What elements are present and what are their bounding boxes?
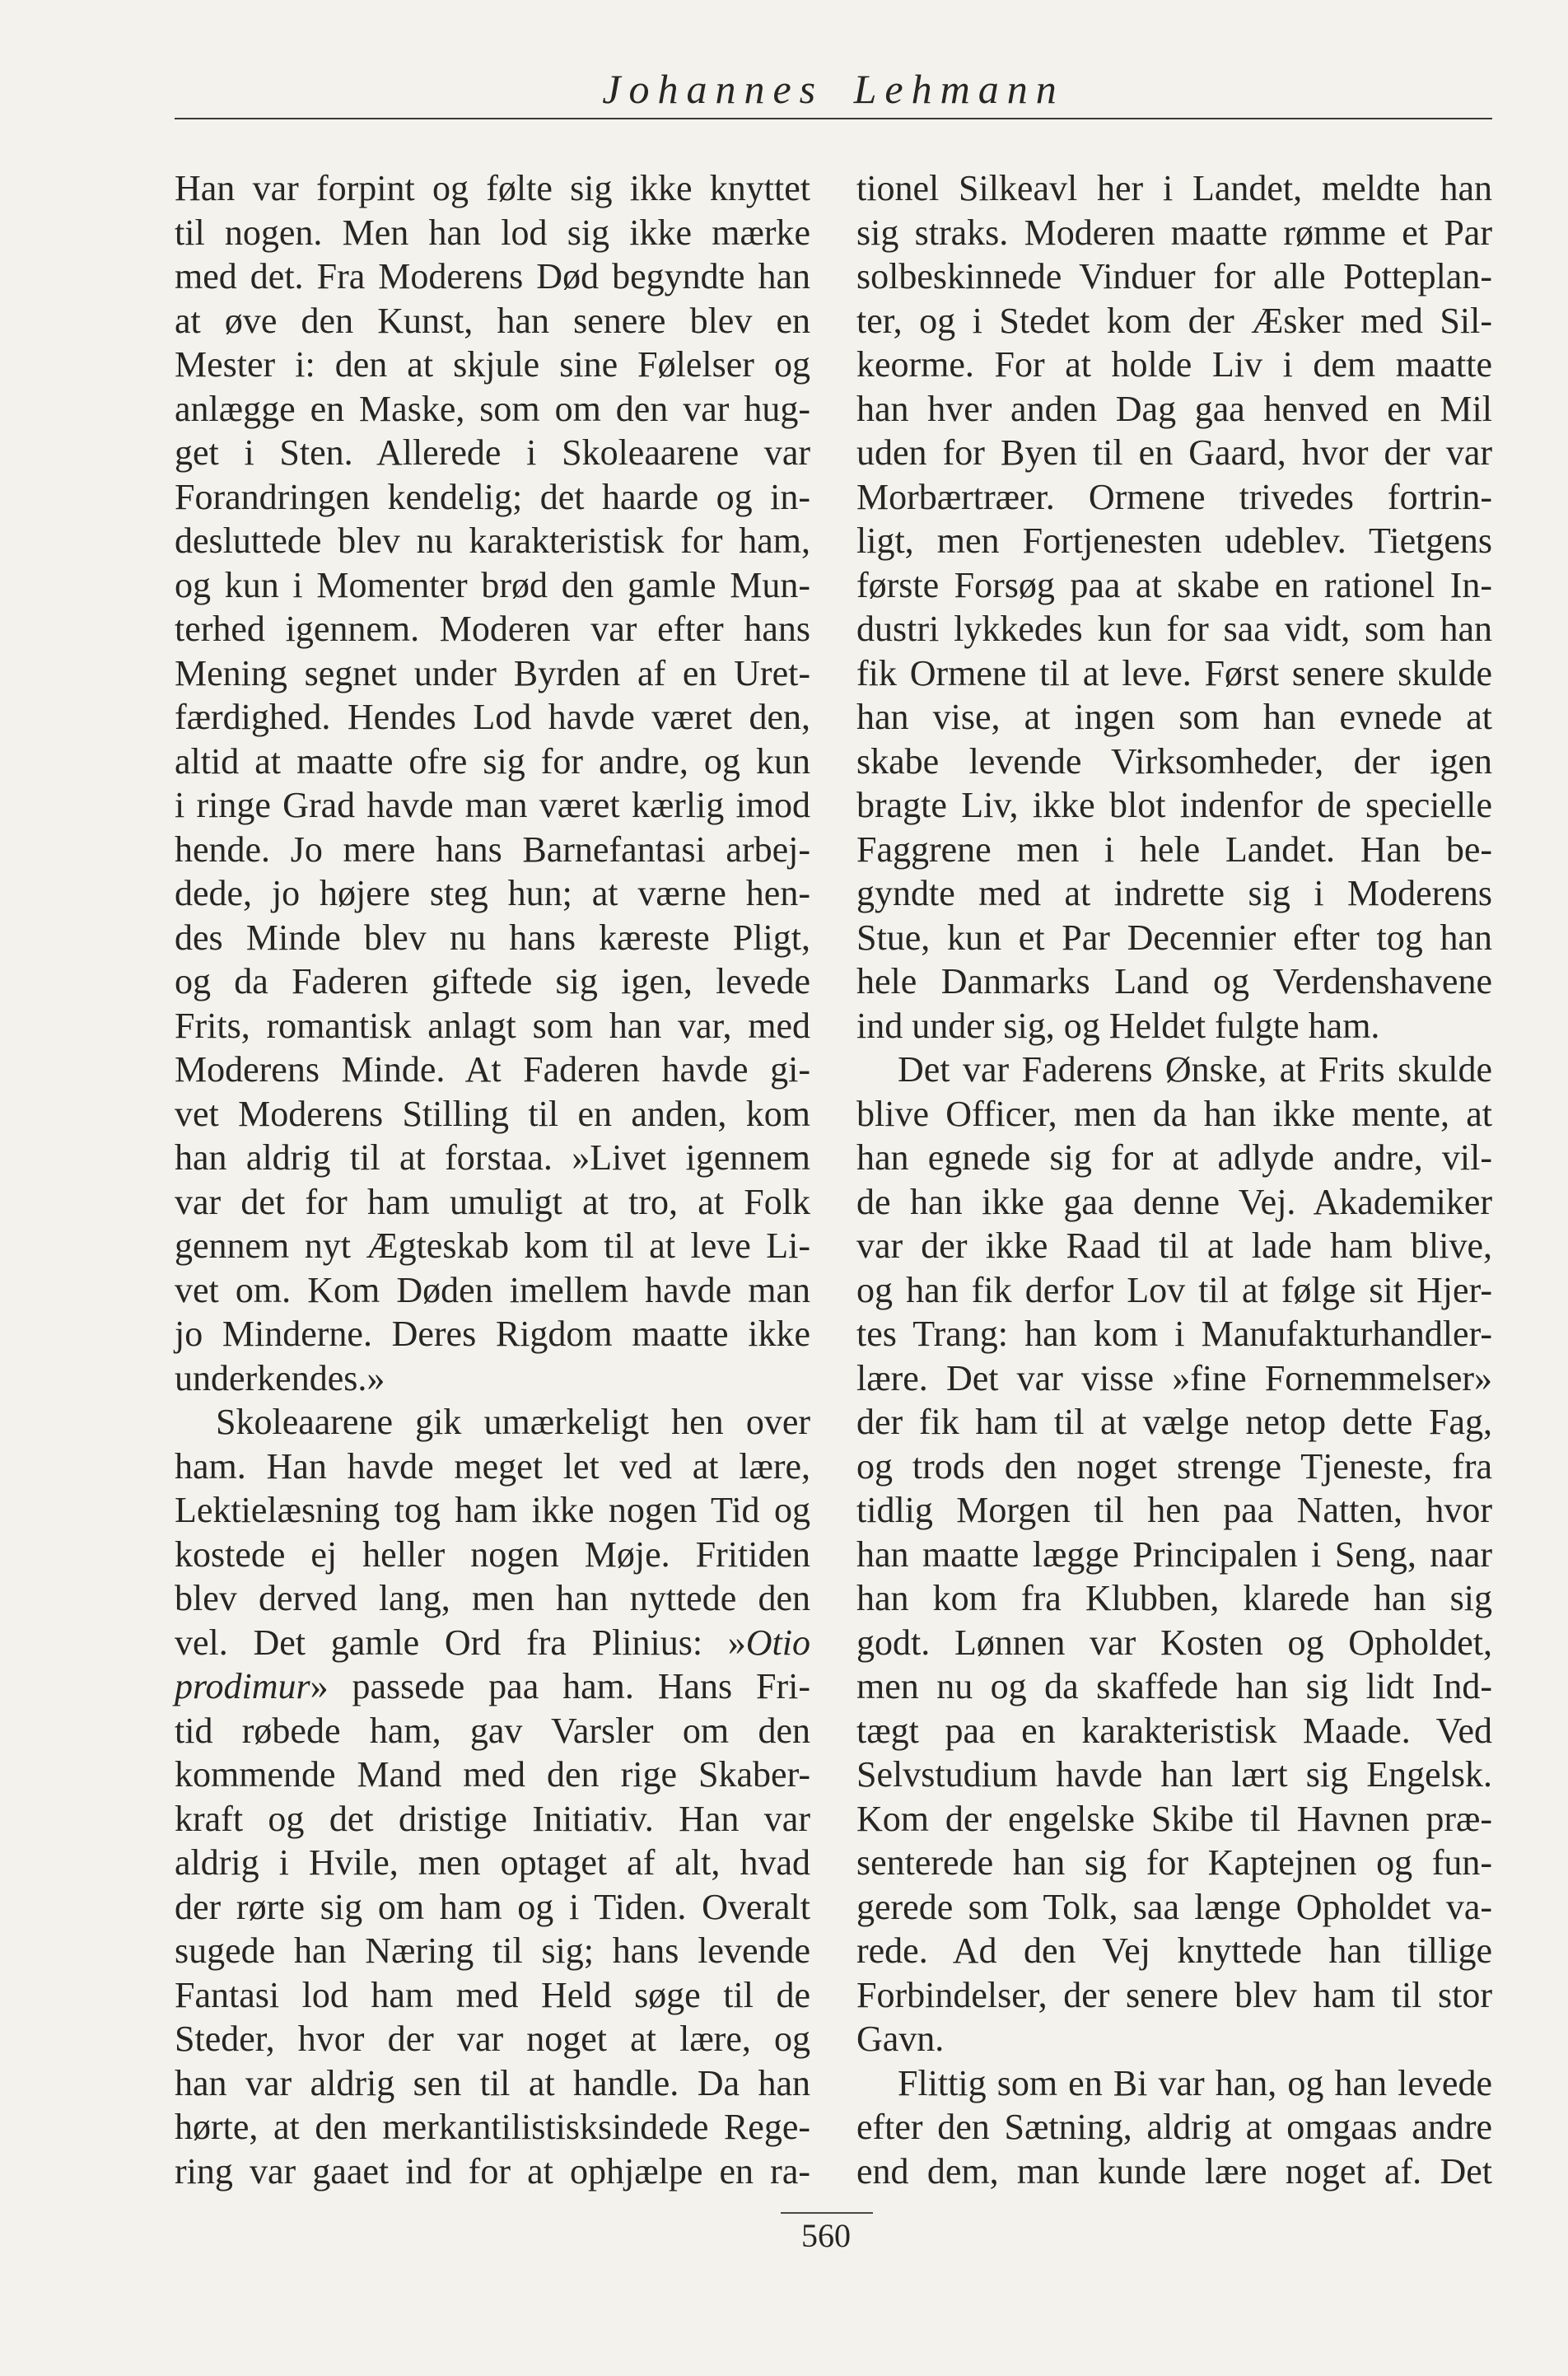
text-line: get i Sten. Allerede i Skoleaarene var xyxy=(175,432,810,473)
text-line: tidlig Morgen til hen paa Natten, hvor xyxy=(856,1490,1492,1530)
text-line: Forbindelser, der senere blev ham til stor xyxy=(856,1974,1492,2015)
text-line: fik Ormene til at leve. Først senere skulde xyxy=(856,652,1492,693)
text-line: keorme. For at holde Liv i dem maatte xyxy=(856,344,1492,385)
text-line: Morbærtræer. Ormene trivedes fortrin- xyxy=(856,476,1492,517)
text-line: tes Trang: han kom i Manufakturhandler- xyxy=(856,1314,1492,1354)
text-line: uden for Byen til en Gaard, hvor der var xyxy=(856,432,1492,473)
text-line: og da Faderen giftede sig igen, levede xyxy=(175,961,810,1001)
text-line: Frits, romantisk anlagt som han var, med xyxy=(175,1005,810,1046)
text-line: der fik ham til at vælge netop dette Fag, xyxy=(856,1402,1492,1442)
text-line: men nu og da skaffede han sig lidt Ind- xyxy=(856,1666,1492,1706)
text-line: godt. Lønnen var Kosten og Opholdet, xyxy=(856,1622,1492,1663)
paragraph-start-line: Flittig som en Bi var han, og han levede xyxy=(898,2062,1492,2103)
text-line: han maatte lægge Principalen i Seng, naar xyxy=(856,1533,1492,1575)
text-line: og kun i Momenter brød den gamle Mun- xyxy=(175,564,810,605)
text-line: ligt, men Fortjenesten udeblev. Tietgens xyxy=(856,520,1492,561)
text-line: gerede som Tolk, saa længe Opholdet va- xyxy=(856,1886,1492,1927)
text-line: første Forsøg paa at skabe en rationel In- xyxy=(856,564,1492,605)
text-line: Mening segnet under Byrden af en Uret- xyxy=(175,652,810,693)
text-line: vet Moderens Stilling til en anden, kom xyxy=(175,1093,810,1134)
text-line: Stue, kun et Par Decennier efter tog han xyxy=(856,917,1492,958)
text-line: og trods den noget strenge Tjeneste, fra xyxy=(856,1445,1492,1487)
text-line: aldrig i Hvile, men optaget af alt, hvad xyxy=(175,1842,810,1883)
text-line: solbeskinnede Vinduer for alle Potteplan- xyxy=(856,256,1492,296)
text-line: Kom der engelske Skibe til Havnen præ- xyxy=(856,1798,1492,1839)
text-line: ring var gaaet ind for at ophjælpe en ra- xyxy=(175,2150,810,2192)
text-line: tionel Silkeavl her i Landet, meldte han xyxy=(856,168,1492,208)
text-line: til nogen. Men han lod sig ikke mærke xyxy=(175,212,810,253)
text-line: sig straks. Moderen maatte rømme et Par xyxy=(856,212,1492,253)
text-line: han egnede sig for at adlyde andre, vil- xyxy=(856,1137,1492,1178)
page-number: 560 xyxy=(801,2217,851,2254)
text-line: han aldrig til at forstaa. »Livet igennem xyxy=(175,1137,810,1178)
text-segment: vel. Det gamle Ord fra Plinius: » xyxy=(175,1622,746,1663)
header-rule xyxy=(175,118,1492,119)
text-line: dede, jo højere steg hun; at værne hen- xyxy=(175,873,810,913)
text-line: færdighed. Hendes Lod havde været den, xyxy=(175,697,810,737)
text-line: han kom fra Klubben, klarede han sig xyxy=(856,1578,1492,1618)
text-line: tægt paa en karakteristisk Maade. Ved xyxy=(856,1710,1492,1751)
text-line: altid at maatte ofre sig for andre, og kun xyxy=(175,740,810,782)
text-line: Fantasi lod ham med Held søge til de xyxy=(175,1974,810,2015)
text-segment: » passede paa ham. Hans Fri- xyxy=(310,1666,810,1706)
text-line: des Minde blev nu hans kæreste Pligt, xyxy=(175,917,810,958)
latin-quote-italic: Otio xyxy=(745,1622,810,1663)
text-line: Mester i: den at skjule sine Følelser og xyxy=(175,344,810,385)
text-line xyxy=(175,1664,810,1709)
text-line xyxy=(175,1621,810,1665)
text-line: han var aldrig sen til at handle. Da han xyxy=(175,2062,810,2103)
text-line: Forandringen kendelig; det haarde og in- xyxy=(175,476,810,517)
text-line: at øve den Kunst, han senere blev en xyxy=(175,300,810,341)
text-line: tid røbede ham, gav Varsler om den xyxy=(175,1710,810,1751)
text-line: kostede ej heller nogen Møje. Fritiden xyxy=(175,1533,810,1575)
running-title: Johannes Lehmann xyxy=(602,66,1065,112)
text-line: desluttede blev nu karakteristisk for ham, xyxy=(175,520,810,561)
text-line: og han fik derfor Lov til at følge sit Hjer- xyxy=(856,1269,1492,1310)
latin-quote-italic: prodimur xyxy=(175,1666,310,1706)
text-line: Han var forpint og følte sig ikke knyttet xyxy=(175,168,810,208)
text-line: bragte Liv, ikke blot indenfor de specielle xyxy=(856,785,1492,825)
text-line: lære. Det var visse »fine Fornemmelser» xyxy=(856,1357,1492,1398)
paragraph-start-line: Det var Faderens Ønske, at Frits skulde xyxy=(898,1049,1492,1090)
text-line: var der ikke Raad til at lade ham blive, xyxy=(856,1225,1492,1266)
text-line: var det for ham umuligt at tro, at Folk xyxy=(175,1181,810,1222)
text-line: gennem nyt Ægteskab kom til at leve Li- xyxy=(175,1225,810,1266)
text-line: gyndte med at indrette sig i Moderens xyxy=(856,873,1492,913)
text-line: hørte, at den merkantilistisksindede Rege- xyxy=(175,2107,810,2147)
left-column xyxy=(175,166,810,2193)
text-line: blive Officer, men da han ikke mente, at xyxy=(856,1093,1492,1134)
text-line: Lektielæsning tog ham ikke nogen Tid og xyxy=(175,1490,810,1530)
right-column xyxy=(856,166,1492,2193)
text-line: sugede han Næring til sig; hans levende xyxy=(175,1930,810,1971)
text-line: han hver anden Dag gaa henved en Mil xyxy=(856,388,1492,429)
paragraph-end-line: Gavn. xyxy=(856,2019,945,2059)
text-line: dustri lykkedes kun for saa vidt, som han xyxy=(856,609,1492,649)
paragraph-end-line: underkendes.» xyxy=(175,1357,385,1398)
text-line: rede. Ad den Vej knyttede han tillige xyxy=(856,1930,1492,1971)
page-number-rule xyxy=(781,2212,873,2214)
paragraph-end-line: ind under sig, og Heldet fulgte ham. xyxy=(856,1005,1380,1046)
text-line: jo Minderne. Deres Rigdom maatte ikke xyxy=(175,1314,810,1354)
text-line: kraft og det dristige Initiativ. Han var xyxy=(175,1798,810,1839)
text-line: terhed igennem. Moderen var efter hans xyxy=(175,609,810,649)
text-line: end dem, man kunde lære noget af. Det xyxy=(856,2150,1492,2192)
text-line: efter den Sætning, aldrig at omgaas andre xyxy=(856,2107,1492,2147)
text-line: der rørte sig om ham og i Tiden. Overalt xyxy=(175,1886,810,1927)
text-line: senterede han sig for Kaptejnen og fun- xyxy=(856,1842,1492,1883)
text-line: med det. Fra Moderens Død begyndte han xyxy=(175,256,810,296)
text-line: hele Danmarks Land og Verdenshavene xyxy=(856,961,1492,1001)
text-line: Selvstudium havde han lært sig Engelsk. xyxy=(856,1754,1492,1795)
text-line: ham. Han havde meget let ved at lære, xyxy=(175,1445,810,1487)
text-line: skabe levende Virksomheder, der igen xyxy=(856,740,1492,782)
text-line: ter, og i Stedet kom der Æsker med Sil- xyxy=(856,300,1492,341)
text-line: kommende Mand med den rige Skaber- xyxy=(175,1754,810,1795)
text-line: vet om. Kom Døden imellem havde man xyxy=(175,1269,810,1310)
text-line: hende. Jo mere hans Barnefantasi arbej- xyxy=(175,829,810,870)
text-line: Faggrene men i hele Landet. Han be- xyxy=(856,829,1492,870)
text-line: blev derved lang, men han nyttede den xyxy=(175,1578,810,1618)
text-line: Steder, hvor der var noget at lære, og xyxy=(175,2019,810,2059)
text-line: han vise, at ingen som han evnede at xyxy=(856,697,1492,737)
text-line: de han ikke gaa denne Vej. Akademiker xyxy=(856,1181,1492,1222)
text-line: anlægge en Maske, som om den var hug- xyxy=(175,388,810,429)
text-line: i ringe Grad havde man været kærlig imod xyxy=(175,785,810,825)
text-line: Moderens Minde. At Faderen havde gi- xyxy=(175,1049,810,1090)
paragraph-start-line: Skoleaarene gik umærkeligt hen over xyxy=(216,1402,810,1442)
